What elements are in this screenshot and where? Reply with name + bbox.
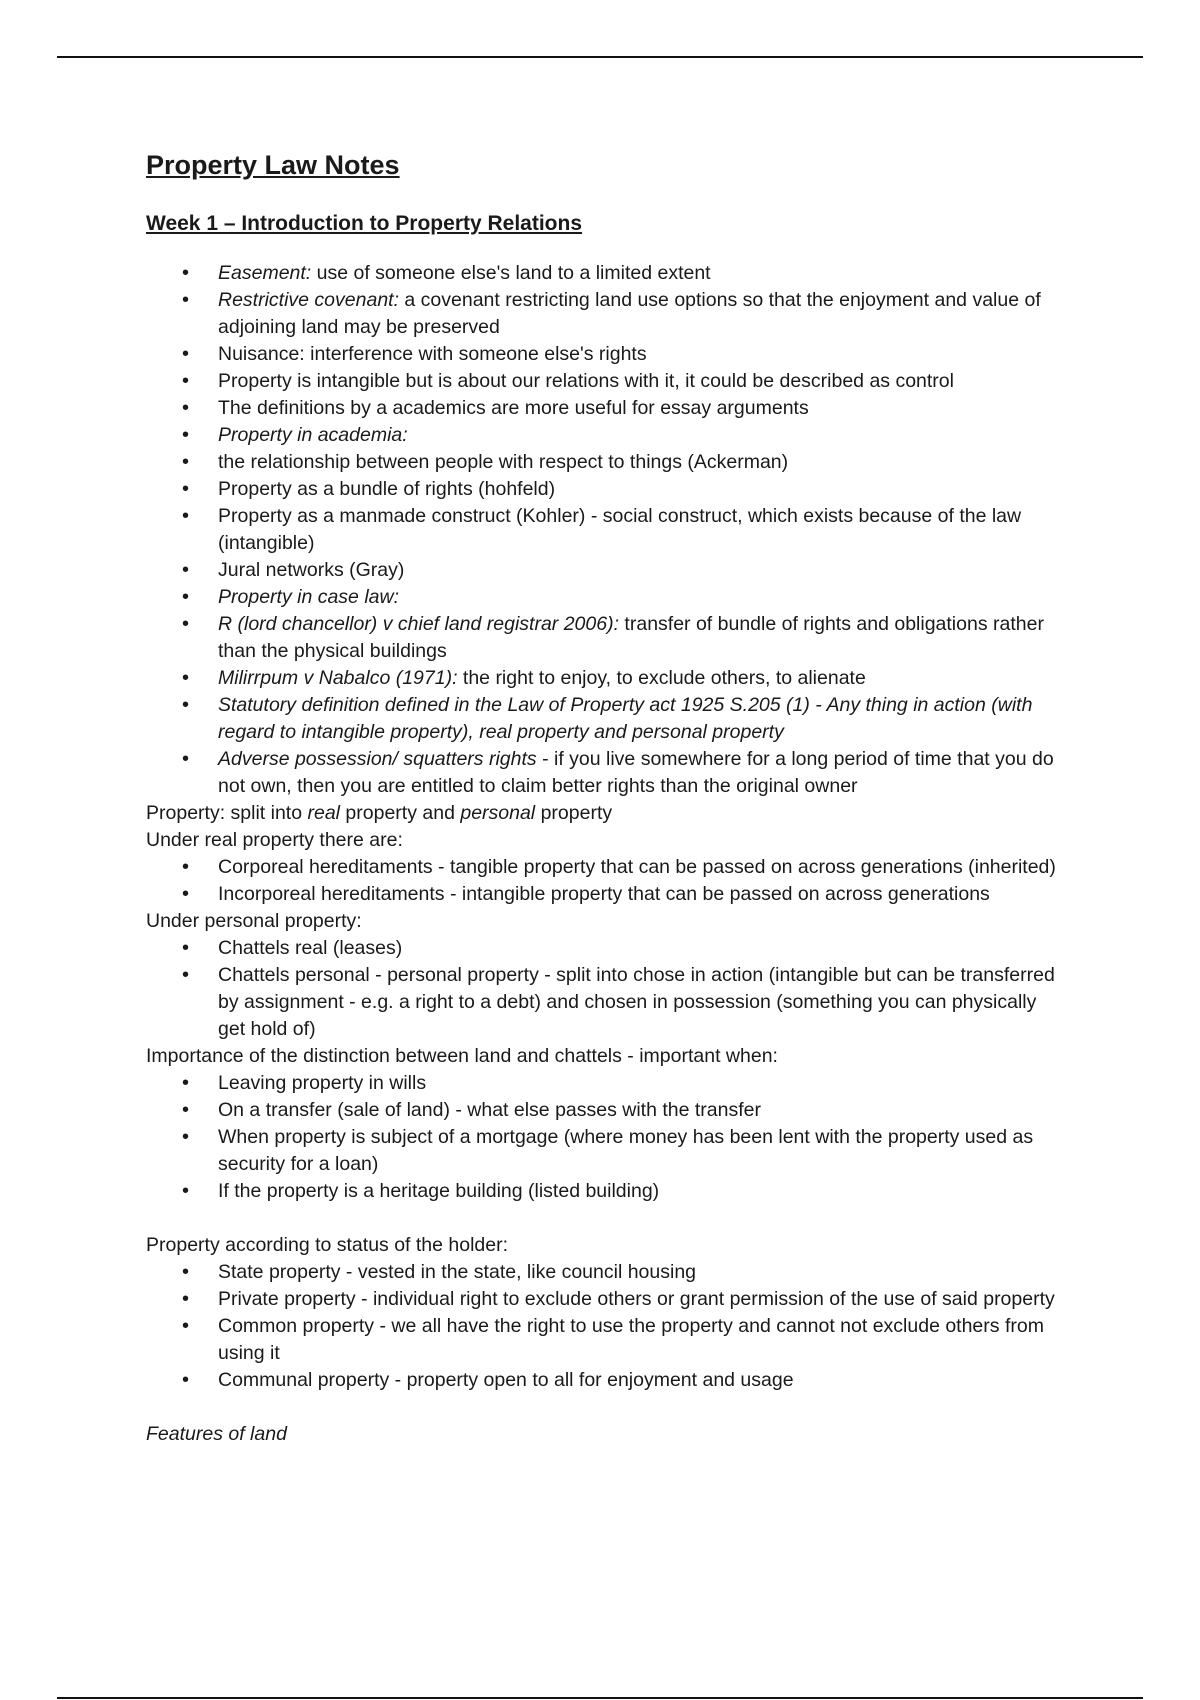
list-item: • R (lord chancellor) v chief land registrar 2006): transfer of bundle of rights and obligations rather than the physical buildings bbox=[146, 611, 1066, 665]
document-body bbox=[146, 148, 1066, 1448]
list-item: • Property as a manmade construct (Kohler) - social construct, which exists because of the law (intangible) bbox=[146, 503, 1066, 557]
list-item: • Property in case law: bbox=[146, 584, 1066, 611]
top-rule bbox=[57, 56, 1143, 58]
list-item: • Property is intangible but is about our relations with it, it could be described as control bbox=[146, 368, 1066, 395]
importance-intro: Importance of the distinction between land and chattels - important when: bbox=[146, 1045, 778, 1067]
personal-property-intro: Under personal property: bbox=[146, 910, 362, 932]
list-item: • Chattels real (leases) bbox=[146, 935, 1066, 962]
week-heading: Week 1 – Introduction to Property Relations bbox=[146, 212, 583, 235]
bottom-rule bbox=[57, 1697, 1143, 1699]
list-item: • Chattels personal - personal property - split into chose in action (intangible but can be transferred by assignment - e.g. a right to a debt) and chosen in possession (something you can physically get hold of) bbox=[146, 962, 1066, 1043]
list-item: • Property as a bundle of rights (hohfeld) bbox=[146, 476, 1066, 503]
list-item: • Common property - we all have the right to use the property and cannot not exclude others from using it bbox=[146, 1313, 1066, 1367]
section1-list bbox=[146, 260, 1066, 800]
real-property-list bbox=[146, 854, 1066, 908]
list-item: • Milirrpum v Nabalco (1971): the right to enjoy, to exclude others, to alienate bbox=[146, 665, 1066, 692]
status-list bbox=[146, 1259, 1066, 1394]
list-item: • When property is subject of a mortgage (where money has been lent with the property used as security for a loan) bbox=[146, 1124, 1066, 1178]
importance-list bbox=[146, 1070, 1066, 1205]
list-item: • Jural networks (Gray) bbox=[146, 557, 1066, 584]
spacer bbox=[146, 1394, 1066, 1421]
list-item: • The definitions by a academics are more useful for essay arguments bbox=[146, 395, 1066, 422]
list-item: • Communal property - property open to all for enjoyment and usage bbox=[146, 1367, 1066, 1394]
list-item: • Restrictive covenant: a covenant restricting land use options so that the enjoyment and value of adjoining land may be preserved bbox=[146, 287, 1066, 341]
real-property-intro: Under real property there are: bbox=[146, 829, 403, 851]
list-item: • Leaving property in wills bbox=[146, 1070, 1066, 1097]
list-item: • the relationship between people with respect to things (Ackerman) bbox=[146, 449, 1066, 476]
list-item: • Property in academia: bbox=[146, 422, 1066, 449]
list-item: • On a transfer (sale of land) - what else passes with the transfer bbox=[146, 1097, 1066, 1124]
list-item: • Private property - individual right to exclude others or grant permission of the use of said property bbox=[146, 1286, 1066, 1313]
page-title: Property Law Notes bbox=[146, 150, 400, 180]
list-item: • Corporeal hereditaments - tangible property that can be passed on across generations (inherited) bbox=[146, 854, 1066, 881]
status-intro: Property according to status of the holder: bbox=[146, 1234, 509, 1256]
spacer bbox=[146, 1205, 1066, 1232]
list-item: • If the property is a heritage building (listed building) bbox=[146, 1178, 1066, 1205]
list-item: • Incorporeal hereditaments - intangible property that can be passed on across generations bbox=[146, 881, 1066, 908]
list-item: • Nuisance: interference with someone else's rights bbox=[146, 341, 1066, 368]
list-item: • Easement: use of someone else's land to a limited extent bbox=[146, 260, 1066, 287]
features-heading: Features of land bbox=[146, 1423, 287, 1445]
list-item: • State property - vested in the state, like council housing bbox=[146, 1259, 1066, 1286]
list-item: • Adverse possession/ squatters rights - if you live somewhere for a long period of time that you do not own, then you are entitled to claim better rights than the original owner bbox=[146, 746, 1066, 800]
list-item: • Statutory definition defined in the Law of Property act 1925 S.205 (1) - Any thing in action (with regard to intangible property), real property and personal property bbox=[146, 692, 1066, 746]
property-split-line: Property: split into real property and personal property bbox=[146, 802, 613, 824]
personal-property-list bbox=[146, 935, 1066, 1043]
